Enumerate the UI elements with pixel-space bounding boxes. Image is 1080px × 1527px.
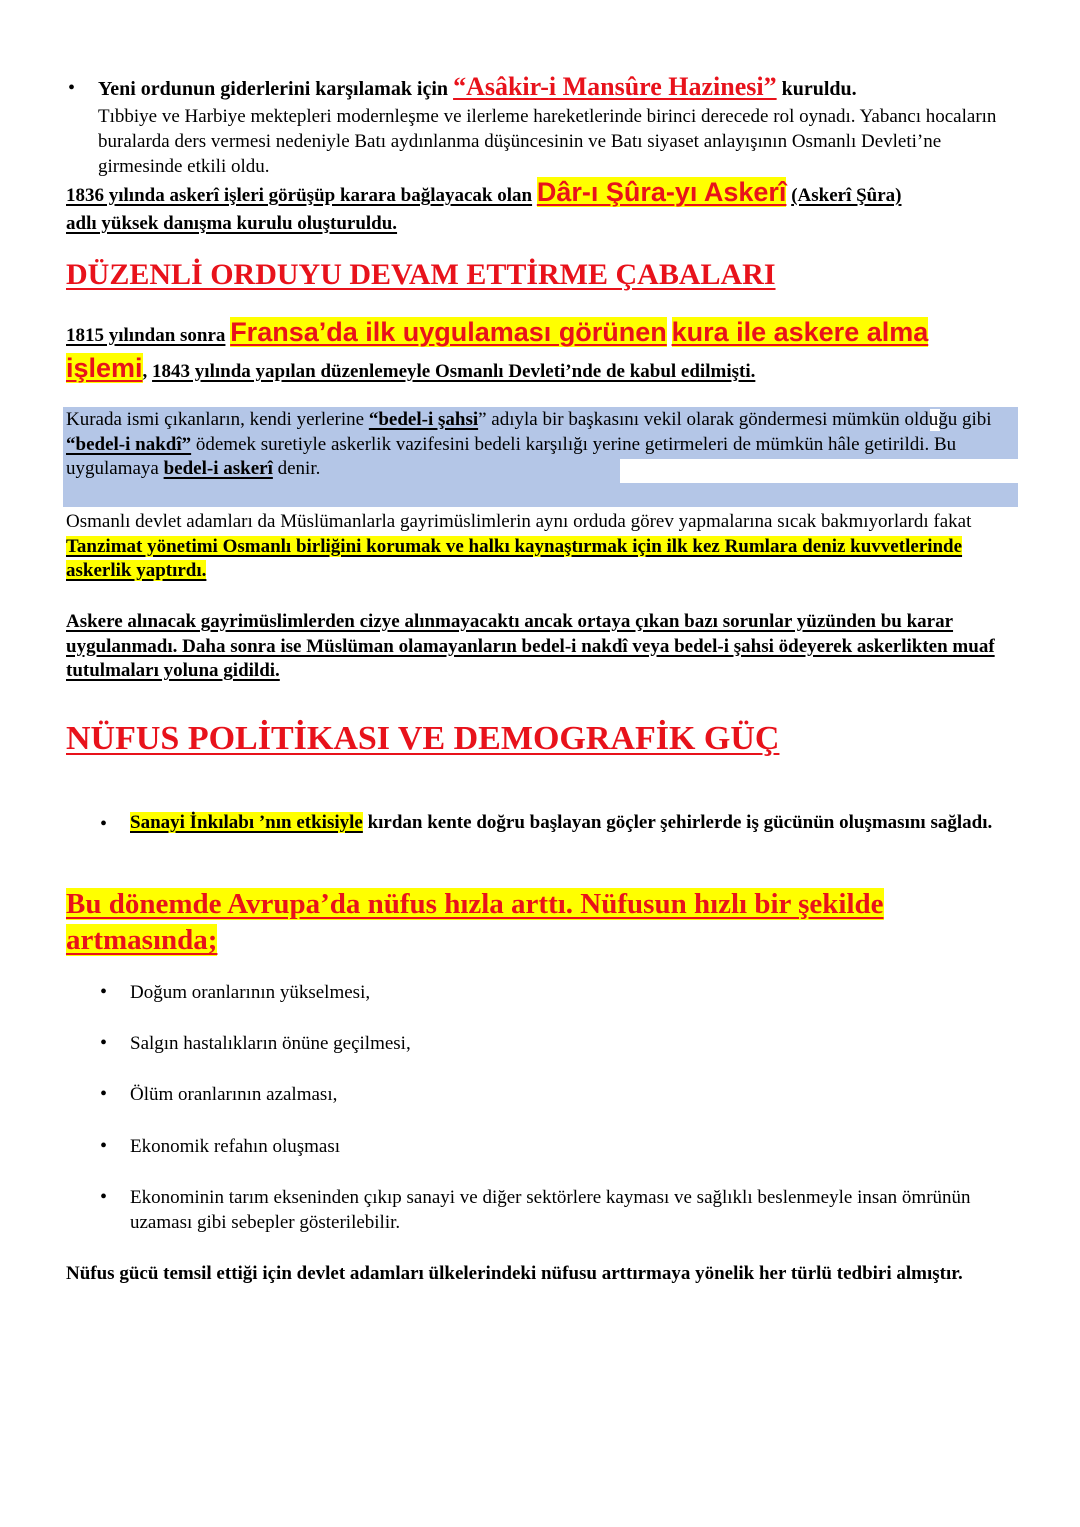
bullet-dot: • <box>100 1186 108 1208</box>
highlight-tanzimat: Tanzimat yönetimi Osmanlı birliğini korumak ve halkı kaynaştırmak için ilk kez Rumlara deniz kuvvetlerinde askerlik yaptırdı. <box>66 535 963 581</box>
bullet-dot: • <box>100 1083 108 1105</box>
term-bedel-i-askeri: bedel-i askerî <box>163 458 273 479</box>
paragraph-nufus-gucu: Nüfus gücü temsil ettiği için devlet adamları ülkelerindeki nüfusu arttırmaya yönelik her türlü tedbiri almıştır. <box>66 1263 963 1284</box>
list-item: Ekonomik refahın oluşması <box>130 1136 341 1157</box>
list-item: Salgın hastalıkların önüne geçilmesi, <box>130 1033 411 1054</box>
term-bedel-i-nakdi: “bedel-i nakdî” <box>66 433 192 455</box>
highlight-islemi: işlemi <box>66 353 143 383</box>
heading-avrupa-nufus: Bu dönemde Avrupa’da nüfus hızla arttı. Nüfusun hızlı bir şekilde artmasında; <box>66 888 884 956</box>
list-item: Doğum oranlarının yükselmesi, <box>130 982 371 1003</box>
heading-duzenli-ordu: DÜZENLİ ORDUYU DEVAM ETTİRME ÇABALARI <box>66 258 776 291</box>
paragraph-kura: 1815 yılından sonra Fransa’da ilk uygulaması görünen kura ile askere alma işlemi, 1843 yılında yapılan düzenlemeyle Osmanlı Devleti’nde de kabul edilmişti. <box>66 317 929 383</box>
bullet-dot: • <box>68 77 76 99</box>
bullet-dot: • <box>100 1135 108 1157</box>
bullet-dot: • <box>100 813 108 835</box>
highlight-asakir-hazinesi: “Asâkir-i Mansûre Hazinesi” <box>453 72 777 101</box>
paragraph-cizye: Askere alınacak gayrimüslimlerden cizye alınmayacaktı ancak ortaya çıkan bazı sorunlar yüzünden bu karar uygulanmadı. Daha sonra ise Müslüman olamayanların bedel-i nakdî veya bedel-i şahsi ödeyerek askerlikten muaf tutulmaları yoluna gidildi. <box>66 611 995 681</box>
highlight-fransa: Fransa’da ilk uygulaması görünen <box>230 317 667 347</box>
highlight-kura-ile: kura ile askere alma <box>671 317 929 347</box>
list-item: Ekonominin tarım ekseninden çıkıp sanayi ve diğer sektörlere kayması ve sağlıklı beslenmeyle insan ömrünün uzaması gibi sebepler gösterilebilir. <box>130 1187 971 1233</box>
highlight-sanayi-inkilabi: Sanayi İnkılabı ’nın etkisiyle <box>130 812 363 833</box>
paragraph-dar-i-sura: 1836 yılında askerî işleri görüşüp karara bağlayacak olan Dâr-ı Şûra-yı Askerî (Askerî Şûra) adlı yüksek danışma kurulu oluşturuldu. <box>66 177 902 234</box>
paragraph-sanayi: Sanayi İnkılabı ’nın etkisiyle kırdan kente doğru başlayan göçler şehirlerde iş gücünün oluşmasını sağladı. <box>130 812 993 833</box>
bullet-dot: • <box>100 1032 108 1054</box>
heading-nufus-politikasi: NÜFUS POLİTİKASI VE DEMOGRAFİK GÜÇ <box>66 720 780 757</box>
term-bedel-i-sahsi: “bedel-i şahsi <box>368 409 479 430</box>
paragraph-bedel: Kurada ismi çıkanların, kendi yerlerine “bedel-i şahsi” adıyla bir başkasını vekil olarak göndermesi mümkün olduğu gibi “bedel-i nakdî” ödemek suretiyle askerlik vazifesini bedeli karşılığı yerine getirmeleri de mümkün hâle getirildi. Bu uygulamaya bedel-i askerî denir. <box>66 409 992 479</box>
bullet-dot: • <box>100 981 108 1003</box>
paragraph-tibbiye: Tıbbiye ve Harbiye mektepleri modernleşme ve ilerleme hareketlerinde birinci derecede rol oynadı. Yabancı hocaların buralarda ders vermesi nedeniyle Batı aydınlanma düşüncesinin ve Batı siyaset anlayışının Osmanlı Devleti’ne girmesinde etkili oldu. <box>98 106 997 177</box>
paragraph-asakir: Yeni ordunun giderlerini karşılamak için “Asâkir-i Mansûre Hazinesi” kuruldu. Tıbbiye ve Harbiye mektepleri modernleşme ve ilerleme hareketlerinde birinci derecede rol oynadı. Yabancı hocaların buralarda ders vermesi nedeniyle Batı aydınlanma düşüncesinin ve Batı siyaset anlayışının Osmanlı Devleti’ne girmesinde etkili oldu. <box>98 72 1018 179</box>
paragraph-tanzimat: Osmanlı devlet adamları da Müslümanlarla gayrimüslimlerin aynı orduda görev yapmalarına sıcak bakmıyorlardı fakat Tanzimat yönetimi Osmanlı birliğini korumak ve halkı kaynaştırmak için ilk kez Rumlara deniz kuvvetlerinde askerlik yaptırdı. <box>66 511 972 581</box>
list-item: Ölüm oranlarının azalması, <box>130 1084 338 1105</box>
highlight-dar-i-sura: Dâr-ı Şûra-yı Askerî <box>536 177 787 207</box>
